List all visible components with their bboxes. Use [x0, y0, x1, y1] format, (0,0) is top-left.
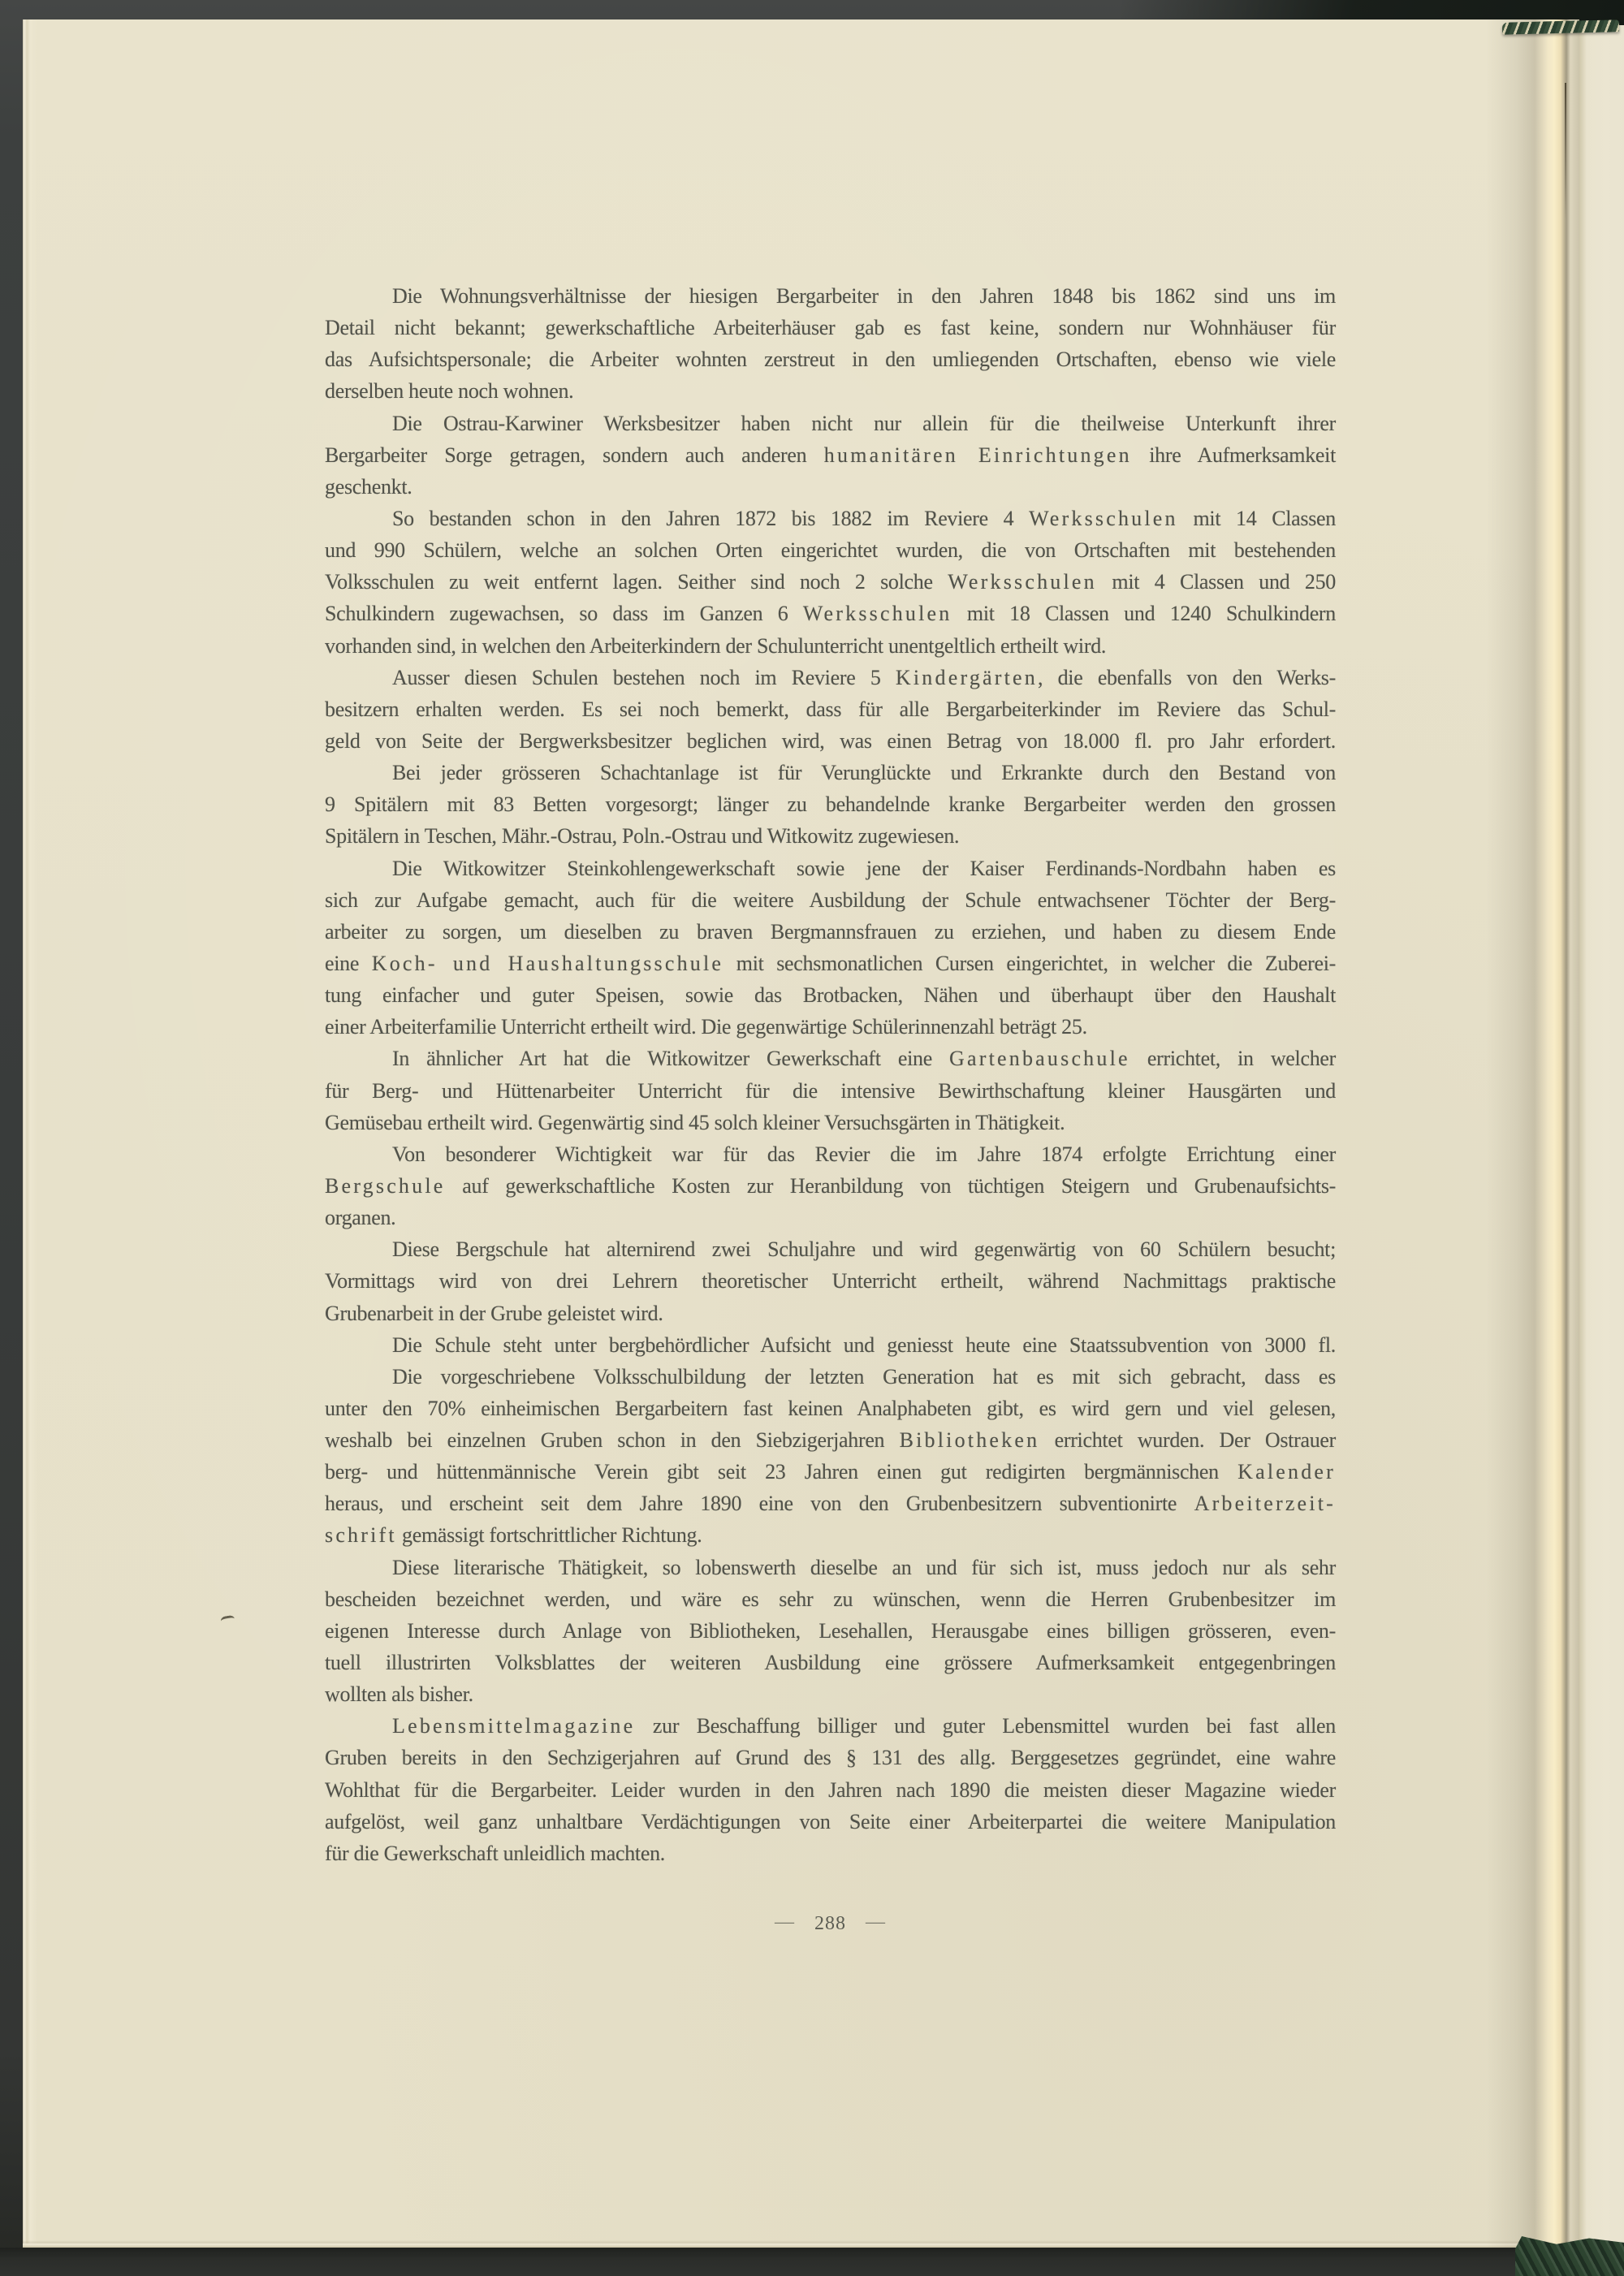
- text-line: für die Gewerkschaft unleidlich machten.: [325, 1841, 665, 1865]
- paragraph: [325, 408, 1336, 503]
- text-line: besitzern erhalten werden. Es sei noch bemerkt, dass für alle Bergarbeiterkinder im Reviere das Schul-: [325, 697, 1336, 721]
- text-line: Schulkindern zugewachsen, so dass im Ganzen 6 Werksschulen mit 18 Classen und 1240 Schulkindern: [325, 602, 1336, 626]
- text-line: Ausser diesen Schulen bestehen noch im Reviere 5 Kindergärten, die ebenfalls von den Werks-: [392, 665, 1336, 689]
- text-line: Gruben bereits in den Sechzigerjahren auf Grund des § 131 des allg. Berggesetzes gegründet, eine wahre: [325, 1746, 1336, 1770]
- ink-mark-artifact: [220, 1615, 235, 1626]
- text-line: Die Wohnungsverhältnisse der hiesigen Bergarbeiter in den Jahren 1848 bis 1862 sind uns im: [392, 284, 1336, 308]
- text-line: Die Schule steht unter bergbehördlicher Aufsicht und geniesst heute eine Staatssubvention von 3000 fl.: [392, 1332, 1336, 1357]
- text-line: Vormittags wird von drei Lehrern theoretischer Unterricht ertheilt, während Nachmittags praktische: [325, 1269, 1336, 1293]
- page-bottom-edge: [23, 2240, 1579, 2248]
- text-line: Wohlthat für die Bergarbeiter. Leider wurden in den Jahren nach 1890 die meisten dieser Magazine wieder: [325, 1777, 1336, 1802]
- page-number: [325, 1913, 1336, 1935]
- text-line: Diese literarische Thätigkeit, so lobenswerth dieselbe an und für sich ist, muss jedoch nur als sehr: [392, 1555, 1336, 1579]
- paragraph: [325, 280, 1336, 408]
- book-page: [23, 19, 1579, 2248]
- text-line: sich zur Aufgabe gemacht, auch für die weitere Ausbildung der Schule entwachsener Töchter der Berg-: [325, 888, 1336, 912]
- text-line: berg- und hüttenmännische Verein gibt seit 23 Jahren einen gut redigirten bergmännischen Kalender: [325, 1460, 1336, 1484]
- page-number-right-dash: —: [866, 1911, 886, 1933]
- text-line: eigenen Interesse durch Anlage von Bibliotheken, Lesehallen, Herausgabe eines billigen grösseren, even-: [325, 1618, 1336, 1643]
- text-line: Von besonderer Wichtigkeit war für das Revier die im Jahre 1874 erfolgte Errichtung einer: [392, 1142, 1336, 1166]
- text-line: geld von Seite der Bergwerksbesitzer beglichen wird, was einen Betrag von 18.000 fl. pro Jahr erfordert.: [325, 728, 1336, 753]
- text-line: Diese Bergschule hat alternirend zwei Schuljahre und wird gegenwärtig von 60 Schülern besucht;: [392, 1237, 1336, 1262]
- paragraph: [325, 1233, 1336, 1328]
- text-line: Die Ostrau-Karwiner Werksbesitzer haben nicht nur allein für die theilweise Unterkunft ihrer: [392, 411, 1336, 435]
- page-left-edge: [23, 19, 37, 2248]
- text-line: geschenkt.: [325, 474, 412, 499]
- paragraph: [325, 662, 1336, 757]
- text-line: organen.: [325, 1206, 396, 1230]
- paragraph: [325, 503, 1336, 662]
- text-line: In ähnlicher Art hat die Witkowitzer Gewerkschaft eine Gartenbauschule errichtet, in welcher: [392, 1047, 1336, 1071]
- paragraph: [325, 1552, 1336, 1711]
- text-line: tuell illustrirten Volksblattes der weiteren Ausbildung eine grössere Aufmerksamkeit entgegenbringen: [325, 1651, 1336, 1675]
- page-number-value: 288: [814, 1913, 846, 1934]
- text-line: Bergschule auf gewerkschaftliche Kosten zur Heranbildung von tüchtigen Steigern und Grubenaufsichts-: [325, 1173, 1336, 1198]
- paragraph: [325, 1361, 1336, 1552]
- text-line: vorhanden sind, in welchen den Arbeiterkindern der Schulunterricht unentgeltlich ertheilt wird.: [325, 633, 1107, 658]
- text-line: arbeiter zu sorgen, um dieselben zu braven Bergmannsfrauen zu erziehen, und haben zu diesem Ende: [325, 919, 1336, 944]
- text-line: tung einfacher und guter Speisen, sowie das Brotbacken, Nähen und überhaupt über den Haushalt: [325, 983, 1336, 1008]
- text-line: Die Witkowitzer Steinkohlengewerkschaft sowie jene der Kaiser Ferdinands-Nordbahn haben es: [392, 856, 1336, 880]
- text-line: bescheiden bezeichnet werden, und wäre es sehr zu wünschen, wenn die Herren Grubenbesitzer im: [325, 1587, 1336, 1611]
- paragraph: [325, 1138, 1336, 1233]
- text-line: derselben heute noch wohnen.: [325, 379, 574, 404]
- scanner-background-bottom: [0, 2248, 1624, 2276]
- text-line: Detail nicht bekannt; gewerkschaftliche Arbeiterhäuser gab es fast keine, sondern nur Wohnhäuser für: [325, 316, 1336, 340]
- text-line: 9 Spitälern mit 83 Betten vorgesorgt; länger zu behandelnde kranke Bergarbeiter werden den grossen: [325, 792, 1336, 817]
- gutter-crease: [1565, 83, 1566, 221]
- text-line: Gemüsebau ertheilt wird. Gegenwärtig sind 45 solch kleiner Versuchsgärten in Thätigkeit.: [325, 1110, 1065, 1134]
- text-line: Lebensmittelmagazine zur Beschaffung billiger und guter Lebensmittel wurden bei fast allen: [392, 1714, 1336, 1738]
- text-line: Spitälern in Teschen, Mähr.-Ostrau, Poln.-Ostrau und Witkowitz zugewiesen.: [325, 824, 960, 849]
- text-line: und 990 Schülern, welche an solchen Orten eingerichtet wurden, die von Ortschaften mit bestehenden: [325, 538, 1336, 563]
- text-line: weshalb bei einzelnen Gruben schon in den Siebzigerjahren Bibliotheken errichtet wurden. Der Ostrauer: [325, 1428, 1336, 1453]
- text-line: einer Arbeiterfamilie Unterricht ertheilt wird. Die gegenwärtige Schülerinnenzahl beträgt 25.: [325, 1015, 1087, 1039]
- text-line: wollten als bisher.: [325, 1682, 473, 1707]
- text-line: aufgelöst, weil ganz unhaltbare Verdächtigungen von Seite einer Arbeiterpartei die weitere Manipulation: [325, 1809, 1336, 1833]
- text-line: das Aufsichtspersonale; die Arbeiter wohnten zerstreut in den umliegenden Ortschaften, ebenso wie viele: [325, 348, 1336, 372]
- text-line: Grubenarbeit in der Grube geleistet wird.: [325, 1301, 663, 1325]
- text-line: unter den 70% einheimischen Bergarbeitern fast keinen Analphabeten gibt, es wird gern und viel gelesen,: [325, 1396, 1336, 1420]
- text-line: für Berg- und Hüttenarbeiter Unterricht für die intensive Bewirthschaftung kleiner Hausgärten und: [325, 1078, 1336, 1103]
- text-line: Bei jeder grösseren Schachtanlage ist für Verunglückte und Erkrankte durch den Bestand von: [392, 761, 1336, 785]
- paragraph: [325, 1329, 1336, 1361]
- text-line: schrift gemässigt fortschrittlicher Richtung.: [325, 1523, 702, 1548]
- paragraph: [325, 757, 1336, 852]
- text-block: [325, 280, 1336, 1869]
- paragraph: [325, 853, 1336, 1043]
- text-line: heraus, und erscheint seit dem Jahre 1890 eine von den Grubenbesitzern subventionirte Arbeiterzeit-: [325, 1492, 1336, 1516]
- paragraph: [325, 1710, 1336, 1869]
- page-number-left-dash: —: [775, 1911, 795, 1933]
- text-line: eine Koch- und Haushaltungsschule mit sechsmonatlichen Cursen eingerichtet, in welcher die Zuberei-: [325, 951, 1337, 975]
- text-line: So bestanden schon in den Jahren 1872 bis 1882 im Reviere 4 Werksschulen mit 14 Classen: [392, 506, 1336, 530]
- text-line: Die vorgeschriebene Volksschulbildung der letzten Generation hat es mit sich gebracht, dass es: [392, 1364, 1336, 1388]
- headband-bottom: [1515, 2236, 1624, 2276]
- next-page-strip: [1579, 25, 1624, 2244]
- gutter-fold: [1486, 19, 1579, 2248]
- text-line: Bergarbeiter Sorge getragen, sondern auch anderen humanitären Einrichtungen ihre Aufmerksamkeit: [325, 443, 1336, 467]
- text-line: Volksschulen zu weit entfernt lagen. Seither sind noch 2 solche Werksschulen mit 4 Classen und 250: [325, 570, 1337, 594]
- paragraph: [325, 1043, 1336, 1138]
